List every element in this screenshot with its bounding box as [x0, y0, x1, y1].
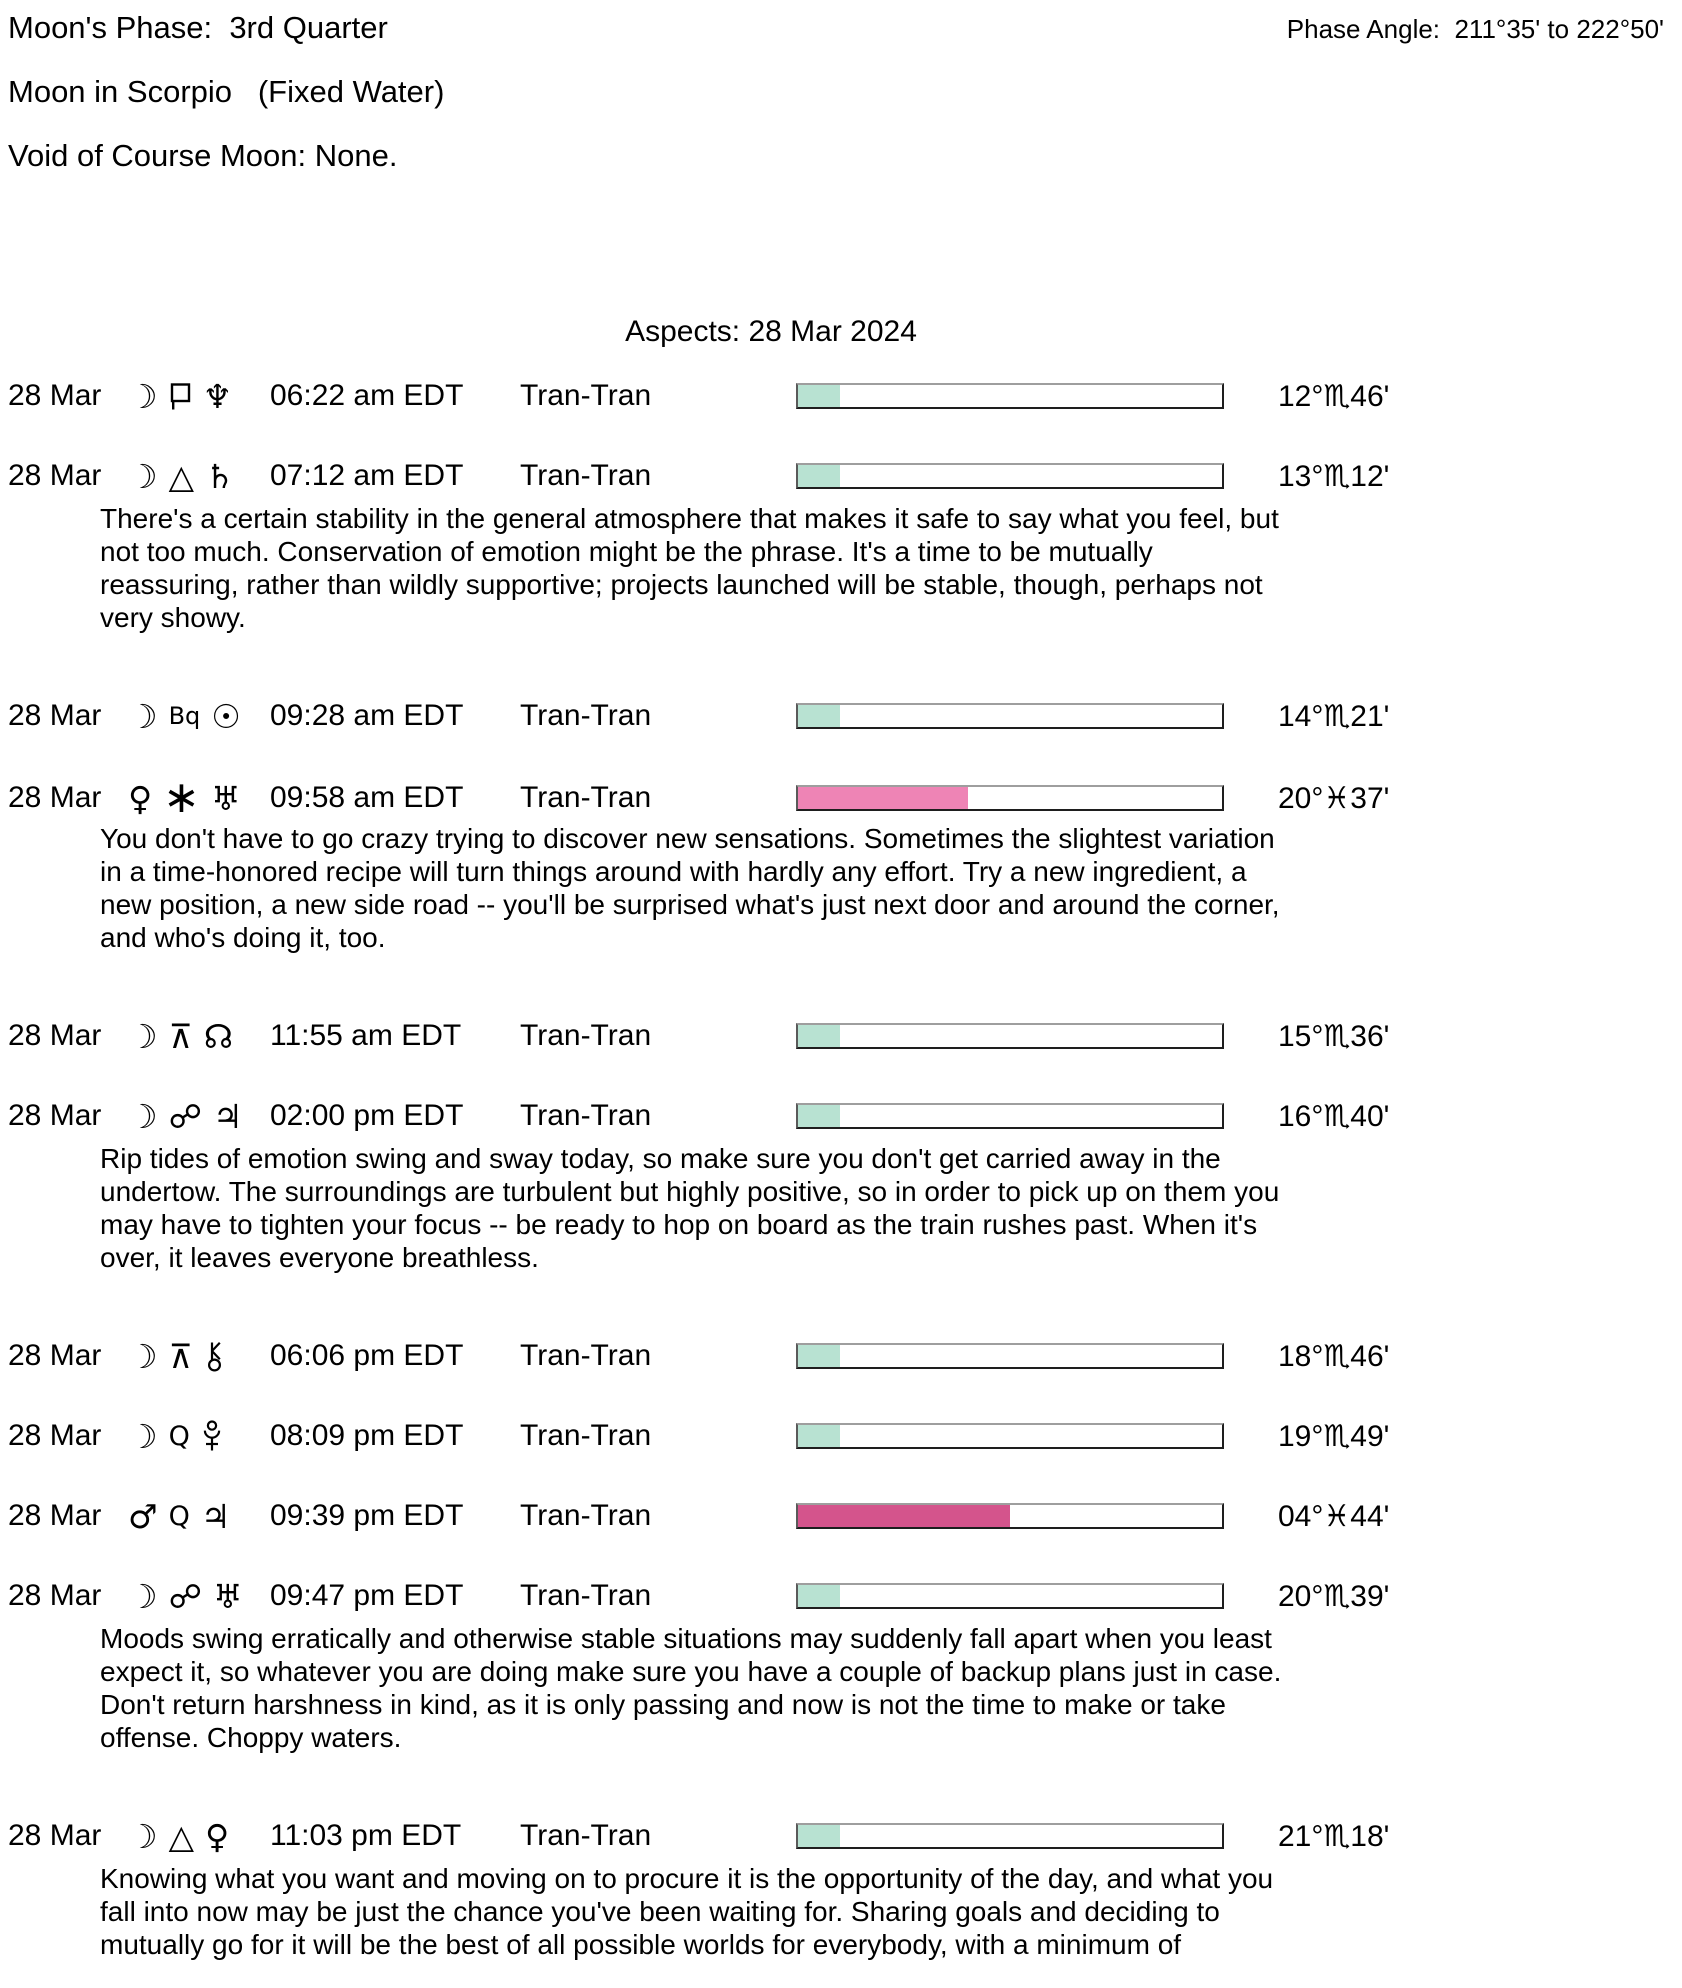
- orb-bar-fill: [798, 1585, 840, 1607]
- aspect-row: [8, 1416, 1664, 1456]
- aspect-date: 28 Mar: [8, 1819, 102, 1852]
- aspect-block: [8, 1576, 1664, 1754]
- aspect-type: Tran-Tran: [520, 1099, 652, 1132]
- aspect-degree: 18°♏46': [1278, 1339, 1390, 1373]
- aspect-type: Tran-Tran: [520, 699, 652, 732]
- aspect-time: 07:12 am EDT: [270, 459, 464, 492]
- aspect-date: 28 Mar: [8, 459, 102, 492]
- aspect-degree: 04°♓44': [1278, 1499, 1390, 1533]
- aspect-block: [8, 376, 1664, 416]
- moon-icon: ☽: [128, 696, 158, 736]
- quincunx-icon: ⊼: [168, 1016, 193, 1056]
- aspect-time: 11:03 pm EDT: [270, 1819, 462, 1852]
- aspect-degree: 19°♏49': [1278, 1419, 1390, 1453]
- report-header: [8, 10, 1664, 46]
- opposition-icon: ☍: [168, 1576, 203, 1616]
- pluto-icon: [201, 1420, 223, 1452]
- aspect-block: [8, 456, 1664, 634]
- moon-icon: ☽: [128, 1816, 158, 1856]
- aspect-type: Tran-Tran: [520, 1579, 652, 1612]
- aspect-type: Tran-Tran: [520, 781, 652, 814]
- aspect-note: Moods swing erratically and otherwise stable situations may suddenly fall apart when you least expect it, so whatever you are doing make sure you have a couple of backup plans just in case. Don't return harshness in kind, as it is only passing and now is not the time to make or take offense. Choppy waters.: [100, 1623, 1282, 1753]
- mars-icon: ♂: [128, 1496, 158, 1536]
- aspect-date: 28 Mar: [8, 1099, 102, 1132]
- aspect-row: [8, 456, 1664, 496]
- aspect-time: 02:00 pm EDT: [270, 1099, 464, 1132]
- aspect-block: [8, 1016, 1664, 1056]
- orb-bar: [796, 383, 1224, 409]
- orb-bar-fill: [798, 465, 840, 487]
- aspects-list: [8, 376, 1664, 1961]
- orb-bar: [796, 785, 1224, 811]
- orb-bar: [796, 463, 1224, 489]
- aspect-type: Tran-Tran: [520, 459, 652, 492]
- sextile-icon: ∗: [163, 772, 201, 823]
- orb-bar: [796, 1343, 1224, 1369]
- aspect-time: 09:28 am EDT: [270, 699, 464, 732]
- aspect-type: Tran-Tran: [520, 1499, 652, 1532]
- orb-bar: [796, 1103, 1224, 1129]
- aspect-note: You don't have to go crazy trying to discover new sensations. Sometimes the slightest variation in a time-honored recipe will turn things around with hardly any effort. Try a new ingredient, a new position, a new side road -- you'll be surprised what's just next door and around the corner, and who's doing it, too.: [100, 823, 1280, 953]
- aspect-date: 28 Mar: [8, 699, 102, 732]
- sun-icon: ☉: [211, 696, 241, 736]
- aspect-time: 11:55 am EDT: [270, 1019, 462, 1052]
- aspect-type: Tran-Tran: [520, 1819, 652, 1852]
- aspect-date: 28 Mar: [8, 1019, 102, 1052]
- orb-bar-fill: [798, 1505, 1010, 1527]
- aspect-glyphs: [128, 696, 270, 736]
- aspect-time: 08:09 pm EDT: [270, 1419, 464, 1452]
- moon-sign-line: Moon in Scorpio (Fixed Water): [8, 74, 445, 109]
- chiron-icon: [204, 1341, 226, 1372]
- orb-bar: [796, 1503, 1224, 1529]
- trine-icon: △: [168, 1816, 194, 1856]
- orb-bar: [796, 703, 1224, 729]
- quintile-icon: Q: [168, 1500, 190, 1532]
- aspect-date: 28 Mar: [8, 379, 102, 412]
- orb-bar: [796, 1823, 1224, 1849]
- aspect-block: [8, 1496, 1664, 1536]
- aspect-block: [8, 772, 1664, 954]
- aspect-time: 06:06 pm EDT: [270, 1339, 464, 1372]
- moon-icon: ☽: [128, 1336, 158, 1376]
- aspect-row: [8, 376, 1664, 416]
- aspect-row: [8, 1816, 1664, 1856]
- moon-icon: ☽: [128, 456, 158, 496]
- opposition-icon: ☍: [168, 1096, 203, 1136]
- aspect-type: Tran-Tran: [520, 1419, 652, 1452]
- aspect-block: [8, 1096, 1664, 1274]
- aspect-date: 28 Mar: [8, 1499, 102, 1532]
- aspect-row: [8, 1096, 1664, 1136]
- aspect-degree: 20°♓37': [1278, 781, 1390, 815]
- aspect-date: 28 Mar: [8, 1339, 102, 1372]
- moon-icon: ☽: [128, 1416, 158, 1456]
- aspect-date: 28 Mar: [8, 1419, 102, 1452]
- aspect-row: [8, 696, 1664, 736]
- aspect-degree: 20°♏39': [1278, 1579, 1390, 1613]
- moons-phase-line: Moon's Phase: 3rd Quarter: [8, 10, 388, 45]
- orb-bar-fill: [798, 385, 840, 407]
- aspect-block: [8, 1416, 1664, 1456]
- aspect-glyphs: [128, 456, 270, 496]
- jupiter-icon: ♃: [213, 1096, 243, 1136]
- aspect-block: [8, 1816, 1664, 1961]
- aspect-date: 28 Mar: [8, 1579, 102, 1612]
- aspect-time: 09:47 pm EDT: [270, 1579, 464, 1612]
- aspect-row: [8, 1496, 1664, 1536]
- aspect-glyphs: [128, 1416, 270, 1456]
- aspect-glyphs: [128, 772, 270, 823]
- orb-bar: [796, 1423, 1224, 1449]
- aspect-block: [8, 696, 1664, 736]
- orb-bar-fill: [798, 1105, 840, 1127]
- aspect-type: Tran-Tran: [520, 1339, 652, 1372]
- aspect-glyphs: [128, 1336, 270, 1376]
- moon-icon: ☽: [128, 1096, 158, 1136]
- aspect-date: 28 Mar: [8, 781, 102, 814]
- orb-bar-fill: [798, 1025, 840, 1047]
- aspect-glyphs: [128, 376, 270, 416]
- aspect-glyphs: [128, 1496, 270, 1536]
- quintile-icon: Q: [168, 1420, 190, 1452]
- orb-bar-fill: [798, 1345, 840, 1367]
- venus-icon: ♀: [204, 1816, 230, 1856]
- aspect-block: [8, 1336, 1664, 1376]
- aspect-time: 09:39 pm EDT: [270, 1499, 464, 1532]
- aspect-type: Tran-Tran: [520, 1019, 652, 1052]
- orb-bar-fill: [798, 705, 840, 727]
- aspect-degree: 14°♏21': [1278, 699, 1390, 733]
- aspect-time: 06:22 am EDT: [270, 379, 464, 412]
- moon-icon: ☽: [128, 1576, 158, 1616]
- aspect-row: [8, 1336, 1664, 1376]
- aspect-type: Tran-Tran: [520, 379, 652, 412]
- aspect-glyphs: [128, 1096, 270, 1136]
- quincunx-icon: ⊼: [168, 1336, 193, 1376]
- void-of-course-line: Void of Course Moon: None.: [8, 138, 398, 173]
- uranus-icon: ♅: [211, 778, 241, 818]
- orb-bar-fill: [798, 1425, 840, 1447]
- orb-bar-fill: [798, 787, 968, 809]
- aspect-degree: 13°♏12': [1278, 459, 1390, 493]
- aspect-note: Knowing what you want and moving on to procure it is the opportunity of the day, and what you fall into now may be just the chance you've been waiting for. Sharing goals and deciding to mutually go for it will be the best of all possible worlds for everybody, with a minimum of: [100, 1863, 1274, 1960]
- biquintile-icon: Bq: [168, 702, 201, 730]
- moon-icon: ☽: [128, 376, 158, 416]
- aspect-glyphs: [128, 1016, 270, 1056]
- venus-icon: ♀: [128, 778, 153, 818]
- orb-bar: [796, 1583, 1224, 1609]
- aspect-glyphs: [128, 1576, 270, 1616]
- moon-icon: ☽: [128, 1016, 158, 1056]
- phase-angle-line: Phase Angle: 211°35' to 222°50': [1286, 14, 1664, 44]
- trine-icon: △: [168, 456, 194, 496]
- aspect-note: There's a certain stability in the general atmosphere that makes it safe to say what you feel, but not too much. Conservation of emotion might be the phrase. It's a time to be mutually reassuring, rather than wildly supportive; projects launched will be stable, though, perhaps not very showy.: [100, 503, 1279, 633]
- neptune-icon: ♆: [202, 376, 233, 416]
- aspect-row: [8, 772, 1664, 823]
- north-node-icon: ☊: [203, 1016, 234, 1056]
- aspects-title: Aspects: 28 Mar 2024: [625, 315, 917, 348]
- saturn-icon: ♄: [204, 456, 235, 496]
- aspect-time: 09:58 am EDT: [270, 781, 464, 814]
- aspect-degree: 21°♏18': [1278, 1819, 1390, 1853]
- sesquiquadrate-icon: [169, 382, 192, 411]
- jupiter-icon: ♃: [200, 1496, 231, 1536]
- aspect-degree: 15°♏36': [1278, 1019, 1390, 1053]
- orb-bar-fill: [798, 1825, 840, 1847]
- orb-bar: [796, 1023, 1224, 1049]
- aspect-glyphs: [128, 1816, 270, 1856]
- aspect-degree: 12°♏46': [1278, 379, 1390, 413]
- aspect-row: [8, 1576, 1664, 1616]
- aspect-row: [8, 1016, 1664, 1056]
- aspect-degree: 16°♏40': [1278, 1099, 1390, 1133]
- aspect-note: Rip tides of emotion swing and sway today, so make sure you don't get carried away in the undertow. The surroundings are turbulent but highly positive, so in order to pick up on them you may have to tighten your focus -- be ready to hop on board as the train rushes past. When it's over, it leaves everyone breathless.: [100, 1143, 1280, 1273]
- uranus-icon: ♅: [213, 1576, 243, 1616]
